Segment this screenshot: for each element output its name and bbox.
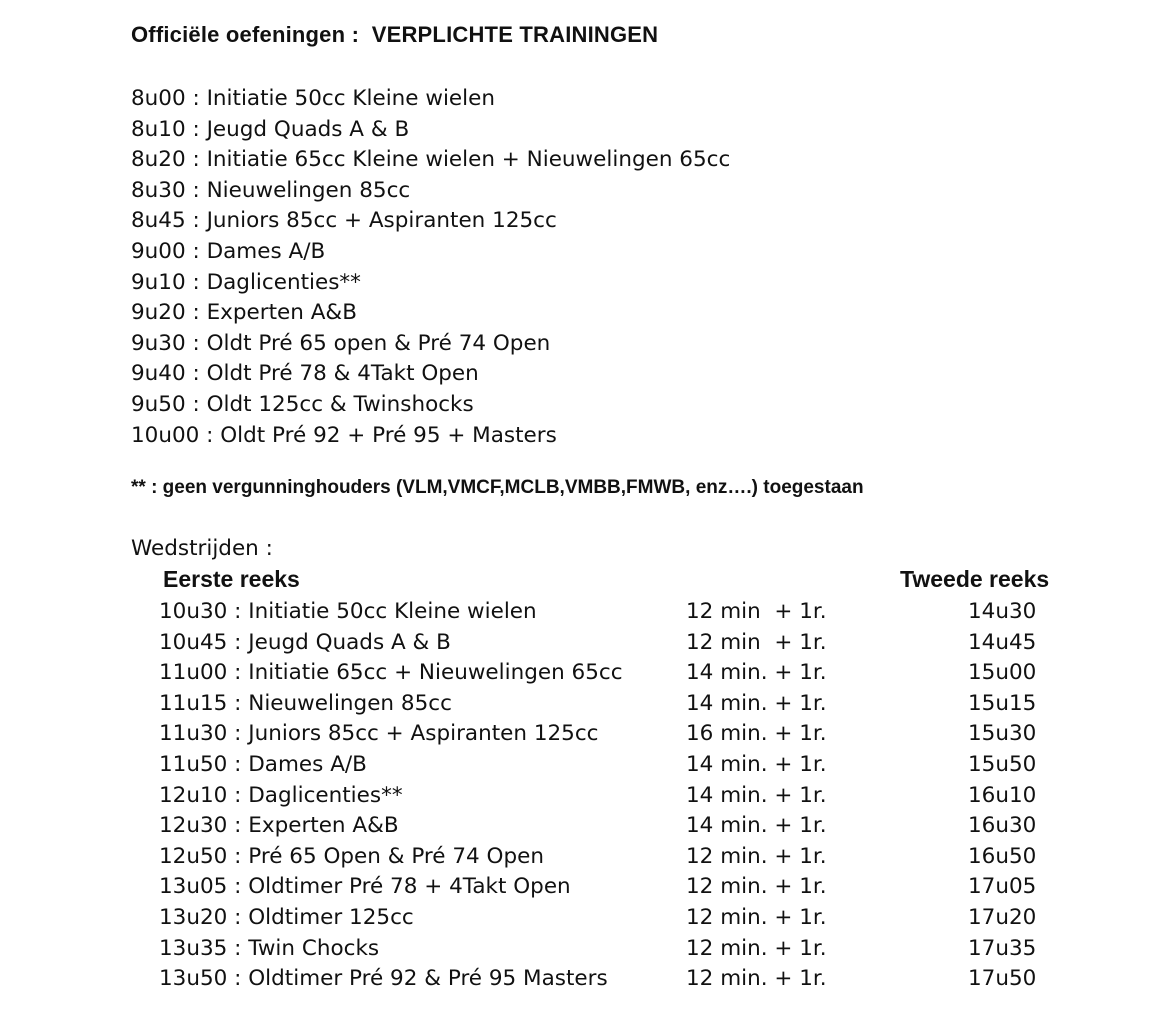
page-title: Officiële oefeningen : VERPLICHTE TRAININGEN <box>131 22 659 47</box>
race-row <box>0 689 1150 720</box>
training-item: 8u45 : Juniors 85cc + Aspiranten 125cc <box>131 208 557 234</box>
race-second-time: 16u50 <box>968 843 1037 869</box>
race-second-time: 14u30 <box>968 599 1037 624</box>
race-duration: 14 min. + 1r. <box>686 690 827 716</box>
training-item: 8u30 : Nieuwelingen 85cc <box>131 177 411 203</box>
race-event: 12u10 : Daglicenties** <box>159 782 403 808</box>
race-event: 13u05 : Oldtimer Pré 78 + 4Takt Open <box>159 874 571 900</box>
race-duration: 12 min. + 1r. <box>686 904 827 930</box>
race-second-time: 17u50 <box>968 966 1037 992</box>
second-series-header: Tweede reeks <box>900 566 1050 592</box>
race-event: 10u30 : Initiatie 50cc Kleine wielen <box>159 599 537 624</box>
race-second-time: 17u05 <box>968 874 1037 900</box>
race-row <box>0 811 1150 842</box>
race-duration: 14 min. + 1r. <box>686 751 827 777</box>
race-duration: 12 min + 1r. <box>686 629 827 655</box>
race-duration: 16 min. + 1r. <box>686 721 827 747</box>
training-item: 9u00 : Dames A/B <box>131 238 326 264</box>
race-event: 12u50 : Pré 65 Open & Pré 74 Open <box>159 843 544 869</box>
race-row <box>0 658 1150 689</box>
race-event: 12u30 : Experten A&B <box>159 813 399 839</box>
race-duration: 12 min. + 1r. <box>686 935 827 961</box>
license-note: ** : geen vergunninghouders (VLM,VMCF,MCLB,VMBB,FMWB, enz….) toegestaan <box>131 477 864 498</box>
race-event: 13u35 : Twin Chocks <box>159 935 380 961</box>
race-row <box>0 842 1150 873</box>
race-second-time: 14u45 <box>968 629 1037 655</box>
training-item: 10u00 : Oldt Pré 92 + Pré 95 + Masters <box>131 422 557 448</box>
race-row <box>0 719 1150 750</box>
race-row <box>0 597 1150 628</box>
training-item: 9u30 : Oldt Pré 65 open & Pré 74 Open <box>131 330 551 356</box>
training-item: 9u10 : Daglicenties** <box>131 269 361 295</box>
race-event: 11u00 : Initiatie 65cc + Nieuwelingen 65cc <box>159 660 623 686</box>
race-second-time: 15u50 <box>968 751 1037 777</box>
race-event: 10u45 : Jeugd Quads A & B <box>159 629 451 655</box>
race-row <box>0 903 1150 934</box>
race-duration: 14 min. + 1r. <box>686 782 827 808</box>
training-item: 9u40 : Oldt Pré 78 & 4Takt Open <box>131 361 479 387</box>
training-item: 8u00 : Initiatie 50cc Kleine wielen <box>131 86 495 111</box>
race-row <box>0 964 1150 995</box>
race-second-time: 17u35 <box>968 935 1037 961</box>
training-item: 8u20 : Initiatie 65cc Kleine wielen + Nieuwelingen 65cc <box>131 147 731 173</box>
race-duration: 12 min. + 1r. <box>686 874 827 900</box>
races-label: Wedstrijden : <box>131 536 273 561</box>
training-schedule <box>131 84 730 451</box>
training-item: 9u50 : Oldt 125cc & Twinshocks <box>131 391 474 417</box>
race-row <box>0 934 1150 965</box>
race-second-time: 16u30 <box>968 813 1037 839</box>
race-second-time: 17u20 <box>968 904 1037 930</box>
race-event: 11u50 : Dames A/B <box>159 751 367 777</box>
race-duration: 12 min. + 1r. <box>686 966 827 992</box>
first-series-header: Eerste reeks <box>163 566 300 592</box>
race-second-time: 16u10 <box>968 782 1037 808</box>
race-second-time: 15u30 <box>968 721 1037 747</box>
race-second-time: 15u00 <box>968 660 1037 686</box>
race-row <box>0 628 1150 659</box>
race-duration: 12 min + 1r. <box>686 599 827 624</box>
race-event: 11u15 : Nieuwelingen 85cc <box>159 690 452 716</box>
race-second-time: 15u15 <box>968 690 1037 716</box>
race-event: 13u20 : Oldtimer 125cc <box>159 904 414 930</box>
race-duration: 14 min. + 1r. <box>686 660 827 686</box>
race-row <box>0 750 1150 781</box>
race-row <box>0 872 1150 903</box>
race-duration: 12 min. + 1r. <box>686 843 827 869</box>
race-schedule <box>0 597 1150 995</box>
race-duration: 14 min. + 1r. <box>686 813 827 839</box>
race-event: 11u30 : Juniors 85cc + Aspiranten 125cc <box>159 721 599 747</box>
race-row <box>0 781 1150 812</box>
training-item: 8u10 : Jeugd Quads A & B <box>131 116 410 142</box>
race-event: 13u50 : Oldtimer Pré 92 & Pré 95 Masters <box>159 966 608 992</box>
training-item: 9u20 : Experten A&B <box>131 300 357 326</box>
